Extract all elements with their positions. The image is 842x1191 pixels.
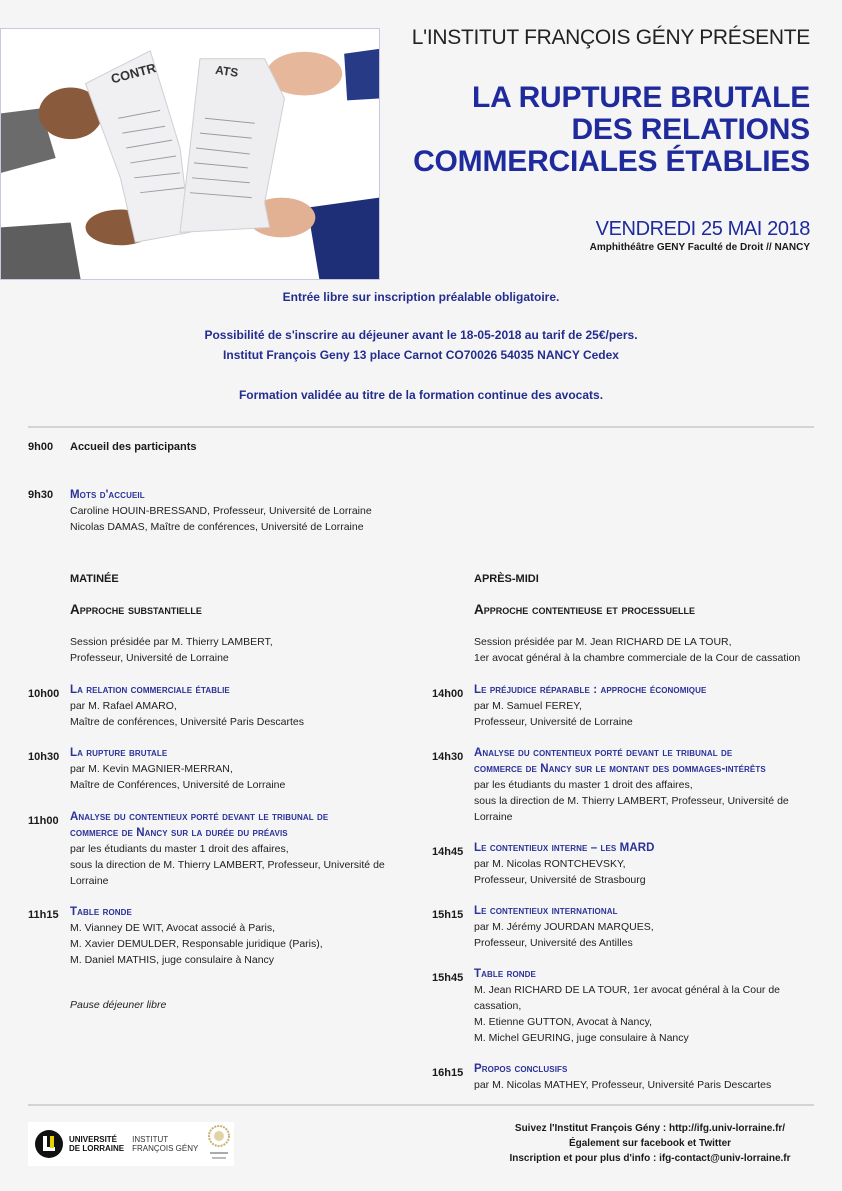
talk-item [70,904,323,968]
logo-line: FRANÇOIS GÉNY [132,1144,199,1153]
footer-email[interactable]: Inscription et pour plus d'info : ifg-contact@univ-lorraine.fr [509,1153,791,1164]
institute-logo-text [132,1135,198,1153]
time-label: 9h00 [28,441,54,453]
afternoon-heading: APRÈS-MIDI [474,573,539,585]
chair-line: Professeur, Université de Lorraine [70,652,229,664]
speaker-line: Professeur, Université des Antilles [474,937,633,949]
time-label: 15h45 [432,972,464,984]
image-text-left: CONTR [109,60,158,87]
morning-heading: MATINÉE [70,573,119,585]
seal-emblem-icon [206,1124,232,1164]
talk-item [474,745,789,825]
time-label: 10h00 [28,688,60,700]
speaker-line: M. Etienne GUTTON, Avocat à Nancy, [474,1016,652,1028]
notice-accreditation: Formation validée au titre de la formation continue des avocats. [238,388,604,402]
talk-item [70,809,385,889]
welcome-participants: Accueil des participants [70,441,197,453]
time-label: 14h00 [432,688,464,700]
talk-item [474,966,780,1046]
image-text-right: ATS [214,62,240,80]
speaker-line: par M. Jérémy JOURDAN MARQUES, [474,921,654,933]
event-title-line: COMMERCIALES ÉTABLIES [413,145,810,178]
time-label: 9h30 [28,489,54,501]
afternoon-chair [474,634,800,666]
talk-title: Analyse du contentieux porté devant le tribunal de [70,811,329,823]
talk-item [474,682,706,730]
speaker-line: Maître de conférences, Université Paris Descartes [70,716,305,728]
chair-line: Session présidée par M. Thierry LAMBERT, [70,636,273,648]
chair-line: 1er avocat général à la chambre commerciale de la Cour de cassation [474,652,801,664]
talk-title: La relation commerciale établie [70,684,230,696]
speaker-line: Caroline HOUIN-BRESSAND, Professeur, Université de Lorraine [70,505,372,517]
speaker-line: cassation, [474,1000,522,1012]
speaker-line: M. Jean RICHARD DE LA TOUR, 1er avocat général à la Cour de [474,984,780,996]
time-label: 15h15 [432,909,464,921]
speaker-line: M. Michel GEURING, juge consulaire à Nancy [474,1032,689,1044]
event-date: VENDREDI 25 MAI 2018 [595,218,810,240]
logo-line: DE LORRAINE [69,1144,125,1153]
speaker-line: M. Xavier DEMULDER, Responsable juridique (Paris), [70,938,323,950]
morning-chair [70,634,273,666]
footer-logos [28,1122,234,1166]
speaker-line: par M. Rafael AMARO, [70,700,177,712]
speaker-line: Maître de Conférences, Université de Lorraine [70,779,286,791]
speaker-line: par M. Samuel FEREY, [474,700,582,712]
talk-title: Table ronde [70,906,132,918]
speaker-line: Lorraine [70,875,109,887]
universite-lorraine-logo-icon [34,1129,64,1159]
morning-subheading: Approche substantielle [70,602,202,617]
talk-title: Le contentieux interne – les MARD [474,842,655,854]
talk-item [474,1061,771,1093]
talk-title: La rupture brutale [70,747,168,759]
logo-line: UNIVERSITÉ [69,1135,118,1144]
event-venue: Amphithéâtre GENY Faculté de Droit // NANCY [589,242,810,253]
speaker-line: Professeur, Université de Strasbourg [474,874,646,886]
speaker-line: Lorraine [474,811,513,823]
speaker-line: sous la direction de M. Thierry LAMBERT, Professeur, Université de [70,859,385,871]
notice-lunch: Possibilité de s'inscrire au déjeuner avant le 18-05-2018 au tarif de 25€/pers. [204,328,638,342]
time-label: 11h15 [28,909,59,921]
event-title-line: DES RELATIONS [571,113,810,146]
time-label: 14h45 [432,846,464,858]
talk-item [70,682,304,730]
footer-contact [480,1121,820,1166]
speaker-line: M. Vianney DE WIT, Avocat associé à Paris, [70,922,276,934]
lunch-break: Pause déjeuner libre [70,999,167,1011]
talk-title: Table ronde [474,968,536,980]
speaker-line: Nicolas DAMAS, Maître de conférences, Université de Lorraine [70,521,364,533]
talk-title: Analyse du contentieux porté devant le tribunal de [474,747,733,759]
talk-item [474,903,654,951]
speaker-line: M. Daniel MATHIS, juge consulaire à Nancy [70,954,275,966]
speaker-line: par les étudiants du master 1 droit des affaires, [474,779,693,791]
talk-title: commerce de Nancy sur la durée du préavis [70,827,288,839]
talk-title: Propos conclusifs [474,1063,568,1075]
hero-image-torn-contract [0,28,380,280]
speaker-line: par M. Kevin MAGNIER-MERRAN, [70,763,233,775]
welcome-speeches [70,487,372,535]
talk-item [474,840,655,888]
logo-line: INSTITUT [132,1135,169,1144]
time-label: 16h15 [432,1067,464,1079]
speaker-line: Professeur, Université de Lorraine [474,716,633,728]
notice-address: Institut François Geny 13 place Carnot CO70026 54035 NANCY Cedex [223,348,619,362]
event-title [413,82,810,178]
divider-top [28,426,814,428]
footer-website[interactable]: Suivez l'Institut François Gény : http://ifg.univ-lorraine.fr/ [514,1123,786,1134]
time-label: 14h30 [432,751,464,763]
time-label: 11h00 [28,815,59,827]
chair-line: Session présidée par M. Jean RICHARD DE LA TOUR, [474,636,732,648]
notice-registration: Entrée libre sur inscription préalable obligatoire. [282,290,560,304]
divider-bottom [28,1104,814,1106]
speaker-line: par les étudiants du master 1 droit des affaires, [70,843,289,855]
speaker-line: par M. Nicolas MATHEY, Professeur, Université Paris Descartes [474,1079,772,1091]
talk-title: Le contentieux international [474,905,618,917]
footer-social: Également sur facebook et Twitter [568,1138,732,1149]
speaker-line: par M. Nicolas RONTCHEVSKY, [474,858,626,870]
speaker-line: sous la direction de M. Thierry LAMBERT, Professeur, Université de [474,795,789,807]
presenter-line: L'INSTITUT FRANÇOIS GÉNY PRÉSENTE [411,26,810,49]
talk-title: Mots d'accueil [70,489,145,501]
afternoon-subheading: Approche contentieuse et processuelle [474,602,696,617]
talk-title: Le préjudice réparable : approche économique [474,684,707,696]
event-title-line: LA RUPTURE BRUTALE [471,81,810,114]
time-label: 10h30 [28,751,60,763]
talk-title: commerce de Nancy sur le montant des dommages-intérêts [474,763,766,775]
talk-item [70,745,285,793]
university-logo-text [69,1135,124,1153]
